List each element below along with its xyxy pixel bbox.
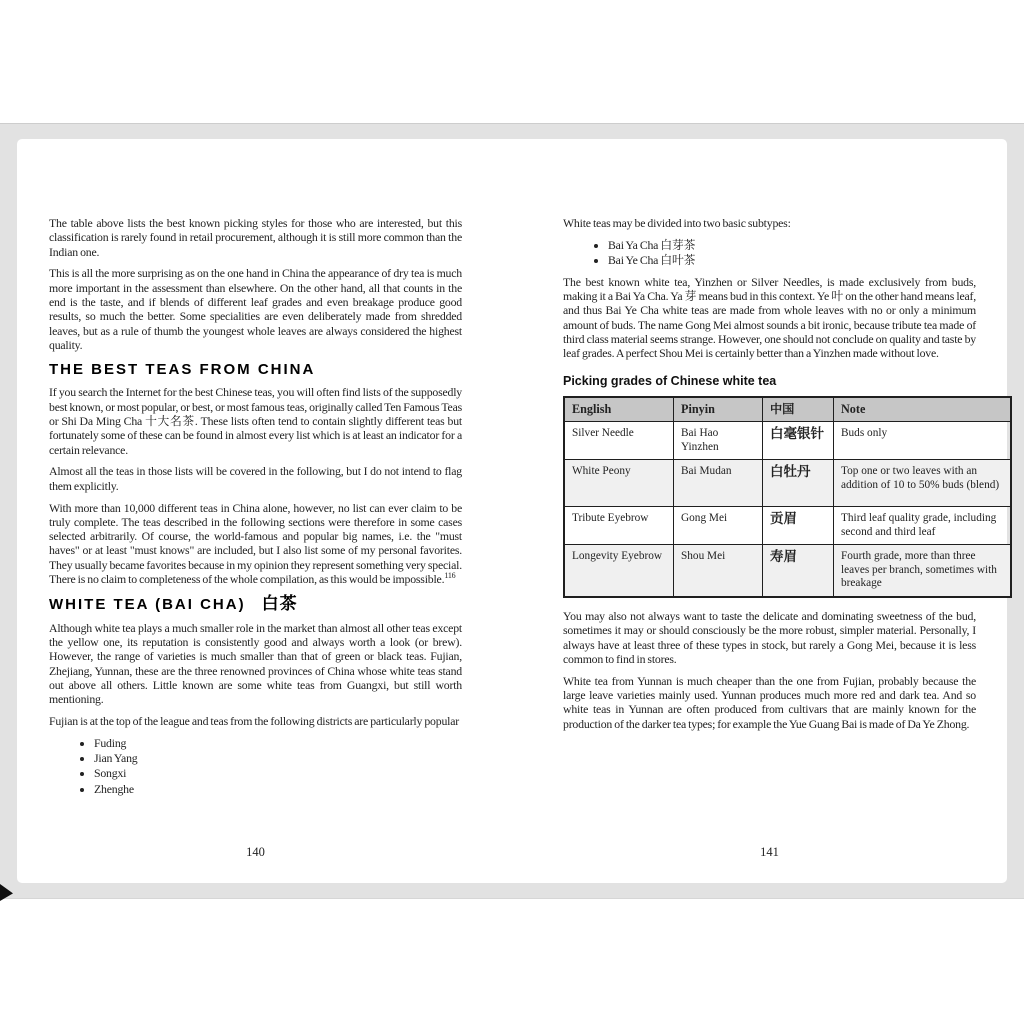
table-header-row: [564, 397, 1011, 422]
paragraph: The table above lists the best known picking styles for those who are interested, but this classification is rarely found in retail procurement, although it is still more common than the Indian one.: [49, 216, 462, 259]
heading-chinese: 白茶: [261, 594, 298, 614]
table-cell: Gong Mei: [674, 507, 763, 545]
table-cell: Third leaf quality grade, including second and third leaf: [834, 507, 1012, 545]
footnote-reference: 116: [444, 571, 456, 581]
section-heading-white-tea: [49, 594, 462, 614]
table-header-cell: Note: [834, 397, 1012, 422]
list-item: • Bai Ye Cha 白叶茶: [608, 253, 976, 267]
list-item: • Jian Yang: [94, 751, 462, 765]
paragraph: Almost all the teas in those lists will be covered in the following, but I do not intend to flag them explicitly.: [49, 464, 462, 493]
paragraph: Although white tea plays a much smaller role in the market than almost all other teas except the yellow one, its reputation is consistently good and always worth a look (or brew). However, the range of varieties is much smaller than that of green or black teas. Fujian, Zhejiang, Yunnan, these are the three renowned provinces of China whose white teas stand out above all others. Little known are some white teas from Guangxi, but still worth mentioning.: [49, 620, 462, 707]
table-caption: Picking grades of Chinese white tea: [563, 373, 777, 388]
table-cell: Bai Hao Yinzhen: [674, 422, 763, 460]
table-cell: Tribute Eyebrow: [564, 507, 674, 545]
table-cell: Top one or two leaves with an addition of 10 to 50% buds (blend): [834, 460, 1012, 507]
table-cell: Silver Needle: [564, 422, 674, 460]
section-heading-best-teas: THE BEST TEAS FROM CHINA: [49, 361, 316, 379]
table-header-cell: Pinyin: [674, 397, 763, 422]
table-row: [564, 422, 1011, 460]
page-141-column: [563, 216, 1000, 738]
table-row: [564, 507, 1011, 545]
list-item: • Songxi: [94, 766, 462, 780]
table-row: [564, 545, 1011, 597]
table-cell: White Peony: [564, 460, 674, 507]
picking-grades-table: [563, 396, 1012, 598]
heading-latin: WHITE TEA (BAI CHA): [49, 596, 246, 614]
page-number-right: 141: [760, 845, 779, 859]
table-cell: 白毫银针: [763, 422, 834, 460]
table-cell: Shou Mei: [674, 545, 763, 597]
list-item: • Bai Ya Cha 白芽茶: [608, 238, 976, 252]
table-cell: 白牡丹: [763, 460, 834, 507]
page-number-left: 140: [246, 845, 265, 859]
table-cell: Buds only: [834, 422, 1012, 460]
paragraph: If you search the Internet for the best Chinese teas, you will often find lists of the supposedly best known, or most popular, or best, or most famous teas, originally called Ten Famous Teas or Shi Da Ming Cha 十大名茶. These lists often tend to contain slightly different teas but fortunately some of these can be found in almost every list which is at least an indicator for a certain relevance.: [49, 385, 462, 457]
paragraph: [49, 501, 462, 587]
table-row: [564, 460, 1011, 507]
page-140-column: [49, 216, 462, 803]
table-cell: Fourth grade, more than three leaves per branch, sometimes with breakage: [834, 545, 1012, 597]
list-item: • Zhenghe: [94, 782, 462, 796]
paragraph: White teas may be divided into two basic subtypes:: [563, 216, 791, 230]
table-header-cell: 中国: [763, 397, 834, 422]
paragraph-text: With more than 10,000 different teas in China alone, however, no list can ever claim to be truly complete. The teas described in the following sections were therefore in some cases selected arbitrarily. Of course, the world-famous and popular big names, i.e. the "must haves" or at least "must knows" are included, but I also list some of my personal favorites. They usually became favorites because in my opinion they represent something very special. There is no claim to completeness of the whole compilation, as this would be impossible.: [49, 500, 462, 587]
list-item: • Fuding: [94, 736, 462, 750]
paragraph: This is all the more surprising as on the one hand in China the appearance of dry tea is much more important in the assessment than elsewhere. On the other hand, all that counts in the end is the taste, and if blends of different leaf grades and even breakage produce good results, so much the better. Some specialities are even deliberately made from shredded leaves, but as a rule of thumb the youngest whole leaves are always considered the highest quality.: [49, 266, 462, 352]
table-header-cell: English: [564, 397, 674, 422]
table-cell: 寿眉: [763, 545, 834, 597]
paragraph: White tea from Yunnan is much cheaper than the one from Fujian, probably because the large leave varieties mainly used. Yunnan produces much more red and dark tea. And so white teas in Yunnan are often produced from cultivars that are mainly known for the production of the darker tea types; for example the Yue Guang Bai is made of Da Ye Zhong.: [563, 673, 976, 731]
district-list: [49, 736, 462, 796]
subtype-list: [563, 238, 976, 268]
paragraph: Fujian is at the top of the league and teas from the following districts are particularly popular: [49, 713, 459, 728]
table-cell: Bai Mudan: [674, 460, 763, 507]
paragraph: You may also not always want to taste the delicate and dominating sweetness of the bud, sometimes it may or should consciously be the more robust, simpler material. Personally, I always have at least three of these types in stock, but rarely a Gong Mei, because it is less common to find in stores.: [563, 608, 976, 666]
table-cell: 贡眉: [763, 507, 834, 545]
table-cell: Longevity Eyebrow: [564, 545, 674, 597]
paragraph: The best known white tea, Yinzhen or Silver Needles, is made exclusively from buds, making it a Bai Ya Cha. Ya 芽 means bud in this context. Ye 叶 on the other hand means leaf, and thus Bai Ye Cha white teas are made from whole leaves with no or only a minimum amount of buds. The name Gong Mei almost sounds a bit ironic, because tribute tea made of third class material seems strange. However, one should not conclude on quality and taste by leaf grades. A perfect Shou Mei is certainly better than a Yinzhen made without love.: [563, 274, 976, 361]
